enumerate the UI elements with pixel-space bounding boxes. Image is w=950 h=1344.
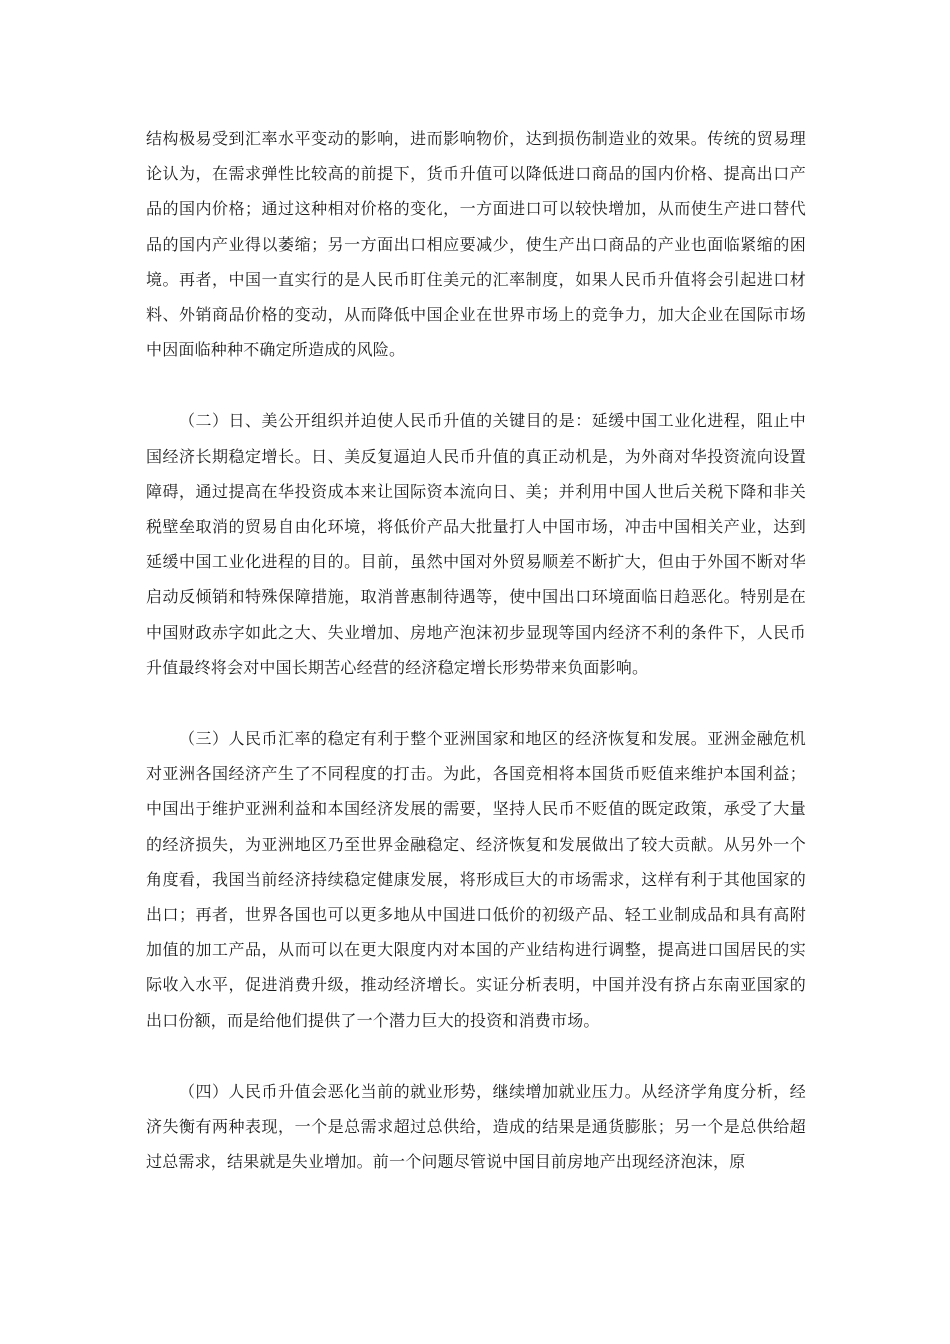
paragraph-section-2: （二）日、美公开组织并迫使人民币升值的关键目的是：延缓中国工业化进程，阻止中国经济长期稳定增长。日、美反复逼迫人民币升值的真正动机是，为外商对华投资流向设置障碍，通过提高在华投资成本来让国际资本流向日、美；并利用中国人世后关税下降和非关税壁垒取消的贸易自由化环境，将低价产品大批量打人中国市场，冲击中国相关产业，达到延缓中国工业化进程的目的。目前，虽然中国对外贸易顺差不断扩大，但由于外国不断对华启动反倾销和特殊保障措施，取消普惠制待遇等，使中国出口环境面临日趋恶化。特别是在中国财政赤字如此之大、失业增加、房地产泡沫初步显现等国内经济不利的条件下，人民币升值最终将会对中国长期苦心经营的经济稳定增长形势带来负面影响。	[146, 411, 806, 677]
paragraph-continued: 结构极易受到汇率水平变动的影响，进而影响物价，达到损伤制造业的效果。传统的贸易理论认为，在需求弹性比较高的前提下，货币升值可以降低进口商品的国内价格、提高出口产品的国内价格；通过这种相对价格的变化，一方面进口可以较快增加，从而使生产进口替代品的国内产业得以萎缩；另一方面出口相应要减少，使生产出口商品的产业也面临紧缩的困境。再者，中国一直实行的是人民币盯住美元的汇率制度，如果人民币升值将会引起进口材料、外销商品价格的变动，从而降低中国企业在世界市场上的竞争力，加大企业在国际市场中因面临种种不确定所造成的风险。	[146, 129, 806, 360]
paragraph-spacer	[146, 367, 806, 403]
document-body	[146, 121, 806, 1179]
paragraph-section-3: （三）人民币汇率的稳定有利于整个亚洲国家和地区的经济恢复和发展。亚洲金融危机对亚洲各国经济产生了不同程度的打击。为此，各国竞相将本国货币贬值来维护本国利益；中国出于维护亚洲利益和本国经济发展的需要，坚持人民币不贬值的既定政策，承受了大量的经济损失，为亚洲地区乃至世界金融稳定、经济恢复和发展做出了较大贡献。从另外一个角度看，我国当前经济持续稳定健康发展，将形成巨大的市场需求，这样有利于其他国家的出口；再者，世界各国也可以更多地从中国进口低价的初级产品、轻工业制成品和具有高附加值的加工产品，从而可以在更大限度内对本国的产业结构进行调整，提高进口国居民的实际收入水平，促进消费升级，推动经济增长。实证分析表明，中国并没有挤占东南亚国家的出口份额，而是给他们提供了一个潜力巨大的投资和消费市场。	[146, 729, 806, 1030]
paragraph-spacer	[146, 1038, 806, 1074]
paragraph-spacer	[146, 685, 806, 721]
paragraph-section-4: （四）人民币升值会恶化当前的就业形势，继续增加就业压力。从经济学角度分析，经济失衡有两种表现，一个是总需求超过总供给，造成的结果是通货膨胀；另一个是总供给超过总需求，结果就是失业增加。前一个问题尽管说中国目前房地产出现经济泡沫，原	[146, 1081, 806, 1172]
